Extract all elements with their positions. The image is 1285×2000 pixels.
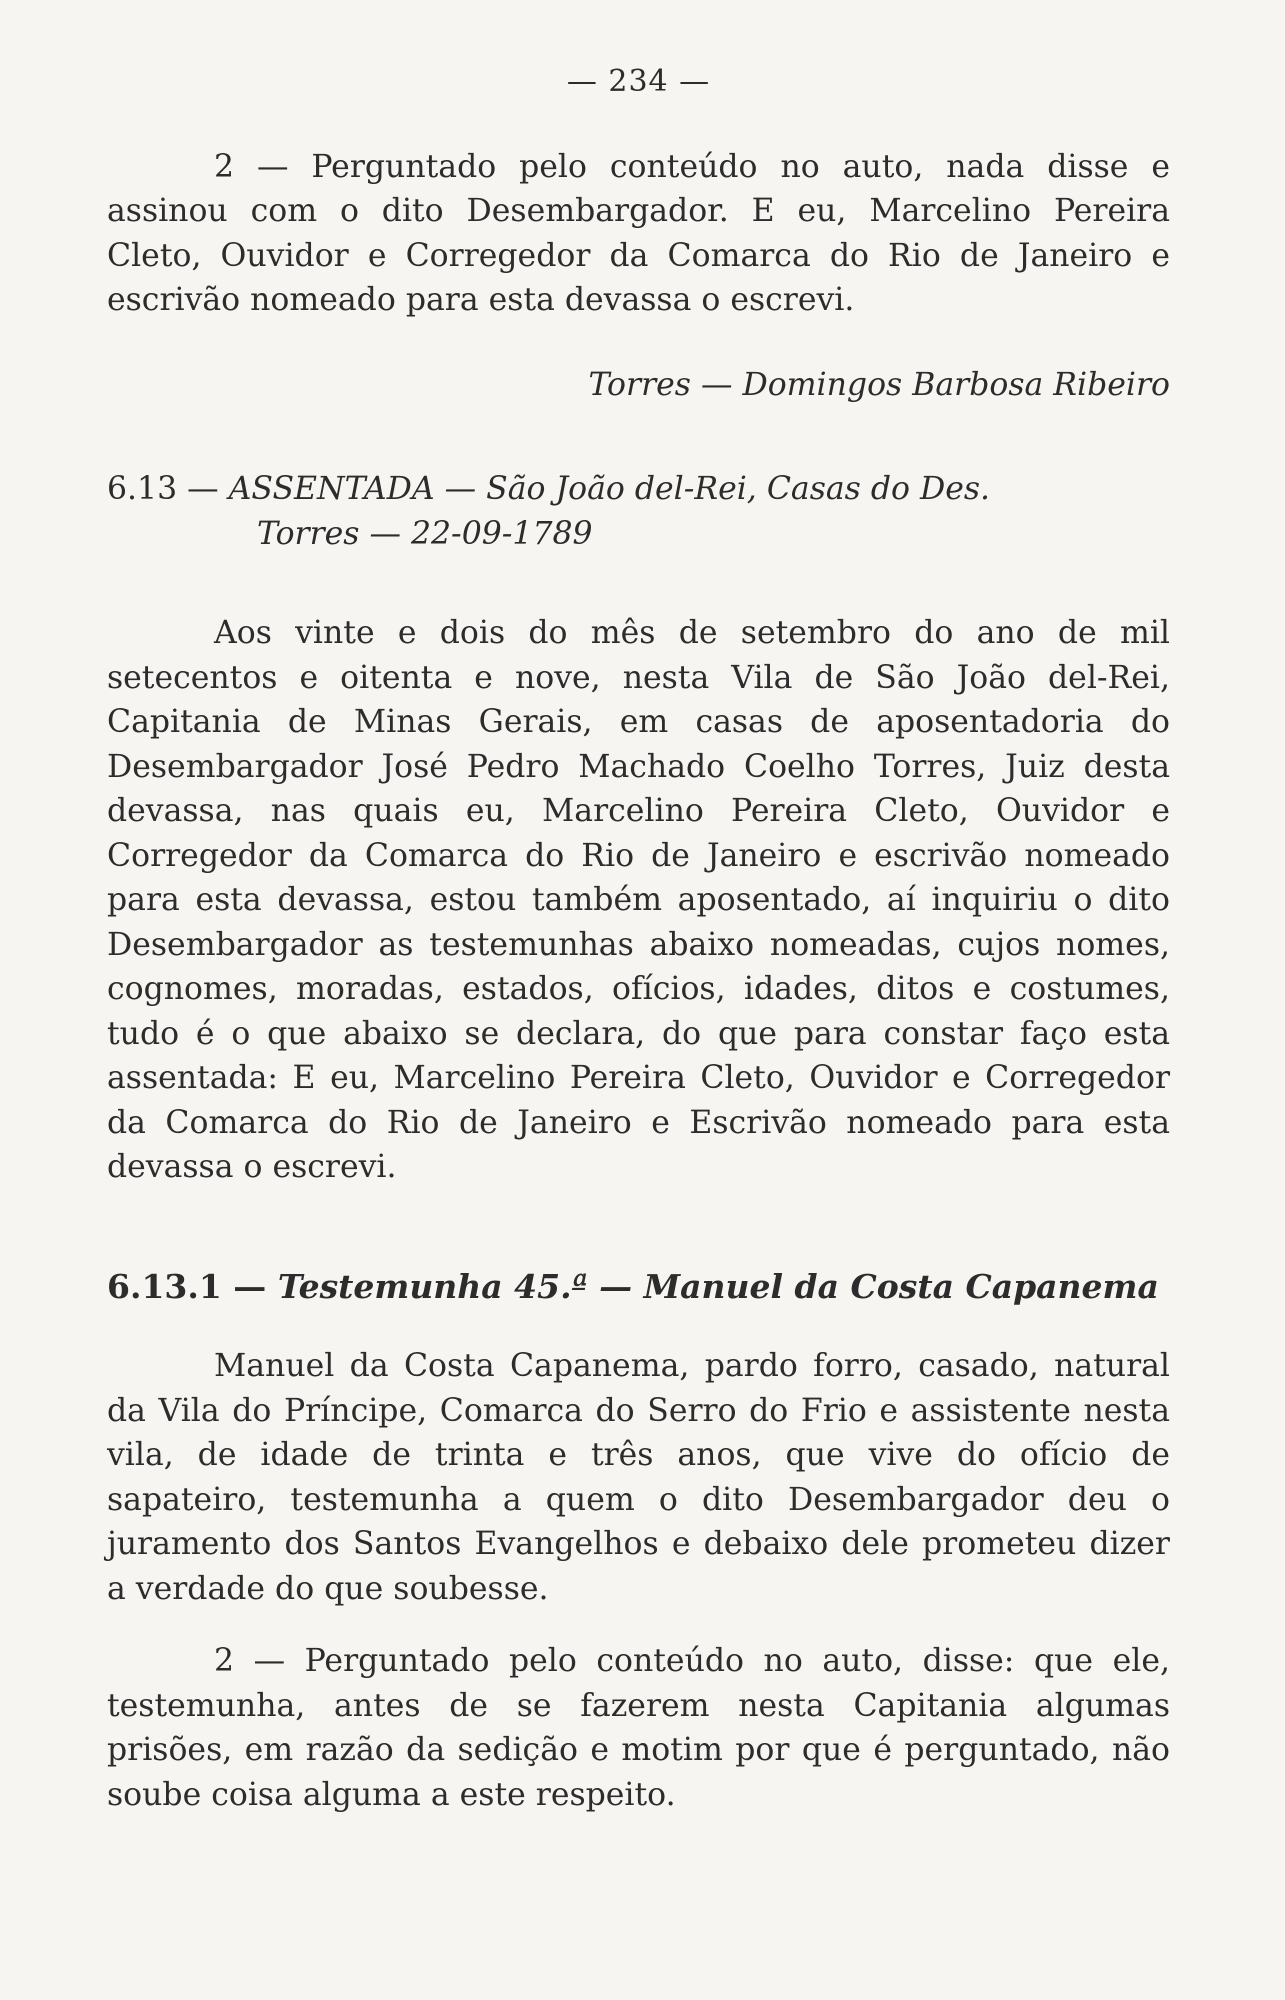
- subsection-title: Testemunha 45.ª — Manuel da Costa Capanema: [277, 1266, 1159, 1306]
- subsection-heading: [107, 1265, 1170, 1310]
- page-number: — 234 —: [566, 64, 711, 99]
- section-title-line1: ASSENTADA — São João del-Rei, Casas do Des.: [228, 471, 991, 507]
- section-heading: [107, 467, 1170, 556]
- signature-line: Torres — Domingos Barbosa Ribeiro: [588, 366, 1170, 403]
- subsection-number: 6.13.1 —: [107, 1266, 278, 1306]
- section-number: 6.13 —: [107, 471, 229, 507]
- document-page: [107, 60, 1170, 1817]
- section-title-line2: Torres — 22-09-1789: [257, 515, 593, 552]
- paragraph-3: Manuel da Costa Capanema, pardo forro, casado, natural da Vila do Príncipe, Comarca do Serro do Frio e assistente nesta vila, de idade de trinta e três anos, que vive do ofício de sapateiro, testemunha a quem o dito Desembargador deu o juramento dos Santos Evangelhos e debaixo dele prometeu dizer a verdade do que soubesse.: [107, 1348, 1170, 1607]
- paragraph-2: Aos vinte e dois do mês de setembro do ano de mil setecentos e oitenta e nove, nesta Vila de São João del-Rei, Capitania de Minas Gerais, em casas de aposentadoria do Desembargador José Pedro Machado Coelho Torres, Juiz desta devassa, nas quais eu, Marcelino Pereira Cleto, Ouvidor e Corregedor da Comarca do Rio de Janeiro e escrivão nomeado para esta devassa, estou também aposentado, aí inquiriu o dito Desembargador as testemunhas abaixo nomeadas, cujos nomes, cognomes, moradas, estados, ofícios, idades, ditos e costumes, tudo é o que abaixo se declara, do que para constar faço esta assentada: E eu, Marcelino Pereira Cleto, Ouvidor e Corregedor da Comarca do Rio de Janeiro e Escrivão nomeado para esta devassa o escrevi.: [107, 615, 1170, 1185]
- paragraph-4: 2 — Perguntado pelo conteúdo no auto, disse: que ele, testemunha, antes de se fazerem nesta Capitania algumas prisões, em razão da sedição e motim por que é perguntado, não soube coisa alguma a este respeito.: [107, 1643, 1170, 1813]
- paragraph-1: 2 — Perguntado pelo conteúdo no auto, nada disse e assinou com o dito Desembargador. E eu, Marcelino Pereira Cleto, Ouvidor e Corregedor da Comarca do Rio de Janeiro e escrivão nomeado para esta devassa o escrevi.: [107, 148, 1170, 318]
